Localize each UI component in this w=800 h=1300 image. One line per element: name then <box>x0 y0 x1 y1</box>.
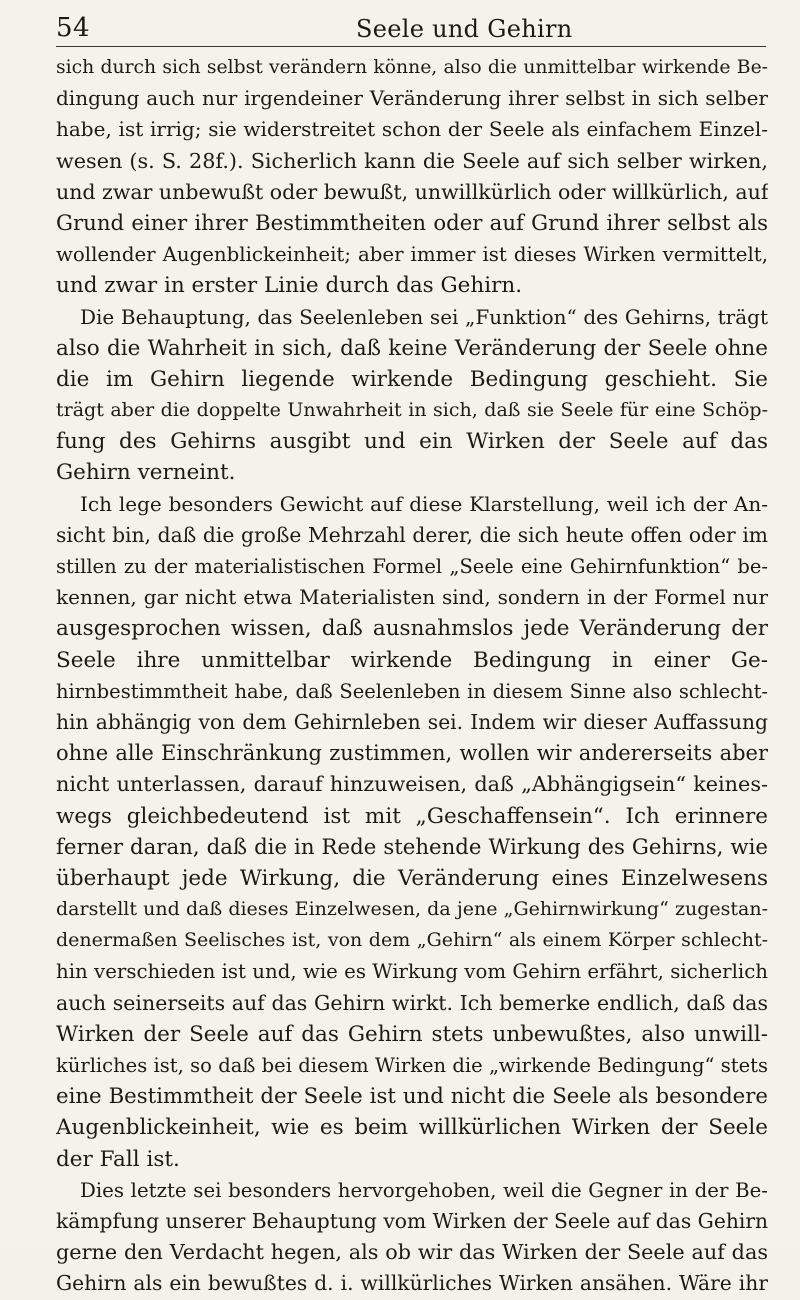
text-line: hin abhängig von dem Gehirnleben sei. Indem wir dieser Auffassung <box>56 709 768 734</box>
text-line: gerne den Verdacht hegen, als ob wir das Wirken der Seele auf das <box>56 1240 768 1265</box>
text-line: ferner daran, daß die in Rede stehende Wirkung des Gehirns, wie <box>56 834 768 860</box>
text-line: Grund einer ihrer Bestimmtheiten oder auf Grund ihrer selbst als <box>56 210 768 236</box>
text-line: eine Bestimmtheit der Seele ist und nicht die Seele als besondere <box>56 1084 768 1110</box>
text-line: ohne alle Einschränkung zustimmen, wollen wir andererseits aber <box>56 741 768 766</box>
body-text <box>56 52 768 1300</box>
text-line: Dies letzte sei besonders hervorgehoben, weil die Gegner in der Be- <box>80 1178 768 1202</box>
text-line: Wirken der Seele auf das Gehirn stets unbewußtes, also unwill- <box>56 1021 768 1047</box>
text-line: kennen, gar nicht etwa Materialisten sind, sondern in der Formel nur <box>56 585 768 610</box>
text-line: ausgesprochen wissen, daß ausnahmslos jede Veränderung der <box>56 616 768 642</box>
text-line: Seele ihre unmittelbar wirkende Bedingung in einer Ge- <box>56 647 768 673</box>
text-line: wesen (s. S. 28f.). Sicherlich kann die Seele auf sich selber wirken, <box>56 148 768 173</box>
text-line: Die Behauptung, das Seelenleben sei „Funktion“ des Gehirns, trägt <box>80 304 768 329</box>
text-line: kämpfung unserer Behauptung vom Wirken der Seele auf das Gehirn <box>56 1208 768 1233</box>
text-line: stillen zu der materialistischen Formel „Seele eine Gehirnfunktion“ be- <box>56 555 768 578</box>
text-line: und zwar in erster Linie durch das Gehirn. <box>56 273 523 299</box>
text-line: und zwar unbewußt oder bewußt, unwillkürlich oder willkürlich, auf <box>56 179 768 204</box>
text-line: trägt aber die doppelte Unwahrheit in sich, daß sie Seele für eine Schöp- <box>56 399 768 422</box>
text-line: sich durch sich selbst verändern könne, also die unmittelbar wirkende Be- <box>56 57 768 78</box>
text-line: hin verschieden ist und, wie es Wirkung vom Gehirn erfährt, sicherlich <box>56 960 768 984</box>
text-line: auch seinerseits auf das Gehirn wirkt. Ich bemerke endlich, daß das <box>56 990 768 1015</box>
running-title: Seele und Gehirn <box>356 15 573 43</box>
text-line: sicht bin, daß die große Mehrzahl derer, die sich heute offen oder im <box>56 522 768 547</box>
page-header <box>56 12 766 44</box>
text-line: also die Wahrheit in sich, daß keine Veränderung der Seele ohne <box>56 335 768 361</box>
text-line: fung des Gehirns ausgibt und ein Wirken der Seele auf das <box>56 429 768 455</box>
page-number: 54 <box>56 13 91 43</box>
text-line: dingung auch nur irgendeiner Veränderung ihrer selbst in sich selber <box>56 86 768 111</box>
text-line: der Fall ist. <box>56 1146 180 1172</box>
text-line: wegs gleichbedeutend ist mit „Geschaffensein“. Ich erinnere <box>56 803 768 829</box>
text-line: darstellt und daß dieses Einzelwesen, da jene „Gehirnwirkung“ zugestan- <box>56 898 768 921</box>
text-line: überhaupt jede Wirkung, die Veränderung eines Einzelwesens <box>56 865 768 891</box>
text-line: kürliches ist, so daß bei diesem Wirken die „wirkende Bedingung“ stets <box>56 1054 768 1077</box>
text-line: nicht unterlassen, darauf hinzuweisen, daß „Abhängigsein“ keines- <box>56 772 768 797</box>
text-line: Gehirn verneint. <box>56 460 236 486</box>
text-line: Ich lege besonders Gewicht auf diese Klarstellung, weil ich der An- <box>80 491 768 516</box>
text-line: habe, ist irrig; sie widerstreitet schon der Seele als einfachem Einzel- <box>56 117 768 142</box>
text-line: denermaßen Seelisches ist, von dem „Gehirn“ als einem Körper schlecht- <box>56 929 768 952</box>
text-line: die im Gehirn liegende wirkende Bedingung geschieht. Sie <box>56 366 768 392</box>
text-line: wollender Augenblickeinheit; aber immer ist dieses Wirken vermittelt, <box>56 243 768 267</box>
header-rule <box>56 46 766 47</box>
text-line: Gehirn als ein bewußtes d. i. willkürliches Wirken ansähen. Wäre ihr <box>56 1271 768 1296</box>
text-line: hirnbestimmtheit habe, daß Seelenleben in diesem Sinne also schlecht- <box>56 679 768 703</box>
text-line: Augenblickeinheit, wie es beim willkürlichen Wirken der Seele <box>56 1115 768 1141</box>
